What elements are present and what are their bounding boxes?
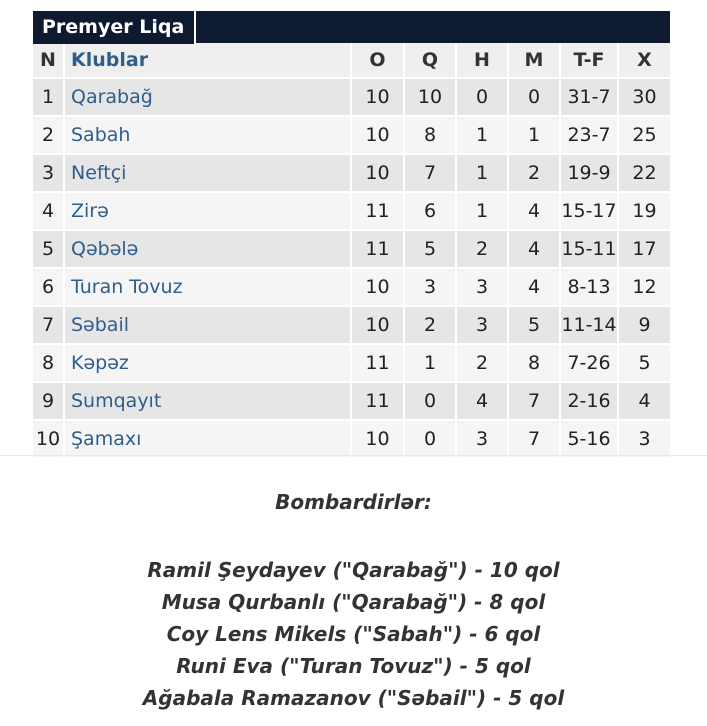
cell-draws: 1 <box>455 117 507 155</box>
cell-rank: 7 <box>33 307 65 345</box>
cell-goals: 23-7 <box>559 117 617 155</box>
scorer-entry: Musa Qurbanlı ("Qarabağ") - 8 qol <box>161 590 546 614</box>
cell-points: 5 <box>617 345 670 383</box>
table-row <box>33 193 670 231</box>
cell-played: 11 <box>350 193 403 231</box>
cell-rank: 1 <box>33 79 65 117</box>
cell-losses: 0 <box>507 79 559 117</box>
cell-draws: 2 <box>455 231 507 269</box>
club-link[interactable]: Turan Tovuz <box>65 269 350 307</box>
col-header-h: H <box>455 43 507 79</box>
scorers-list <box>0 554 707 714</box>
table-row <box>33 421 670 459</box>
cell-draws: 2 <box>455 345 507 383</box>
cell-points: 3 <box>617 421 670 459</box>
cell-losses: 4 <box>507 193 559 231</box>
league-table-widget <box>33 11 670 459</box>
cell-rank: 10 <box>33 421 65 459</box>
col-header-clubs[interactable]: Klublar <box>65 43 350 79</box>
cell-rank: 9 <box>33 383 65 421</box>
cell-wins: 2 <box>403 307 455 345</box>
cell-points: 19 <box>617 193 670 231</box>
cell-points: 22 <box>617 155 670 193</box>
cell-losses: 1 <box>507 117 559 155</box>
club-link[interactable]: Neftçi <box>65 155 350 193</box>
cell-played: 10 <box>350 269 403 307</box>
cell-losses: 7 <box>507 421 559 459</box>
cell-wins: 0 <box>403 383 455 421</box>
col-header-m: M <box>507 43 559 79</box>
cell-rank: 5 <box>33 231 65 269</box>
col-header-x: X <box>617 43 670 79</box>
cell-points: 17 <box>617 231 670 269</box>
cell-goals: 15-17 <box>559 193 617 231</box>
table-row <box>33 269 670 307</box>
cell-wins: 8 <box>403 117 455 155</box>
table-row <box>33 383 670 421</box>
scorer-entry: Coy Lens Mikels ("Sabah") - 6 qol <box>166 622 541 646</box>
col-header-tf: T-F <box>559 43 617 79</box>
cell-draws: 1 <box>455 193 507 231</box>
cell-losses: 8 <box>507 345 559 383</box>
table-header-row <box>33 43 670 79</box>
club-link[interactable]: Səbail <box>65 307 350 345</box>
cell-goals: 19-9 <box>559 155 617 193</box>
cell-rank: 8 <box>33 345 65 383</box>
cell-played: 11 <box>350 383 403 421</box>
cell-draws: 3 <box>455 269 507 307</box>
club-link[interactable]: Qarabağ <box>65 79 350 117</box>
scorer-entry: Ağabala Ramazanov ("Səbail") - 5 qol <box>142 686 565 710</box>
table-row <box>33 117 670 155</box>
cell-played: 11 <box>350 345 403 383</box>
col-header-o: O <box>350 43 403 79</box>
col-header-n: N <box>33 43 65 79</box>
cell-played: 10 <box>350 79 403 117</box>
table-row <box>33 345 670 383</box>
cell-losses: 5 <box>507 307 559 345</box>
cell-rank: 2 <box>33 117 65 155</box>
cell-points: 25 <box>617 117 670 155</box>
cell-goals: 31-7 <box>559 79 617 117</box>
cell-wins: 0 <box>403 421 455 459</box>
cell-points: 12 <box>617 269 670 307</box>
cell-played: 11 <box>350 231 403 269</box>
cell-goals: 2-16 <box>559 383 617 421</box>
cell-played: 10 <box>350 155 403 193</box>
cell-goals: 8-13 <box>559 269 617 307</box>
scorers-heading: Bombardirlər: <box>275 490 432 514</box>
cell-losses: 4 <box>507 231 559 269</box>
title-bar <box>33 11 670 43</box>
cell-played: 10 <box>350 421 403 459</box>
club-link[interactable]: Qəbələ <box>65 231 350 269</box>
col-header-q: Q <box>403 43 455 79</box>
cell-losses: 2 <box>507 155 559 193</box>
cell-goals: 7-26 <box>559 345 617 383</box>
cell-losses: 7 <box>507 383 559 421</box>
top-scorers <box>0 490 707 714</box>
cell-draws: 3 <box>455 421 507 459</box>
table-row <box>33 231 670 269</box>
club-link[interactable]: Sabah <box>65 117 350 155</box>
cell-played: 10 <box>350 307 403 345</box>
cell-draws: 1 <box>455 155 507 193</box>
standings-body <box>33 79 670 459</box>
cell-goals: 15-11 <box>559 231 617 269</box>
cell-draws: 4 <box>455 383 507 421</box>
table-row <box>33 307 670 345</box>
cell-losses: 4 <box>507 269 559 307</box>
cell-wins: 7 <box>403 155 455 193</box>
cell-goals: 5-16 <box>559 421 617 459</box>
divider <box>0 455 707 456</box>
cell-rank: 4 <box>33 193 65 231</box>
standings-table <box>33 43 670 459</box>
club-link[interactable]: Sumqayıt <box>65 383 350 421</box>
cell-points: 30 <box>617 79 670 117</box>
scorer-entry: Ramil Şeydayev ("Qarabağ") - 10 qol <box>147 558 560 582</box>
cell-goals: 11-14 <box>559 307 617 345</box>
scorer-entry: Runi Eva ("Turan Tovuz") - 5 qol <box>176 654 531 678</box>
cell-draws: 0 <box>455 79 507 117</box>
cell-wins: 3 <box>403 269 455 307</box>
club-link[interactable]: Kəpəz <box>65 345 350 383</box>
club-link[interactable]: Zirə <box>65 193 350 231</box>
cell-points: 9 <box>617 307 670 345</box>
cell-wins: 10 <box>403 79 455 117</box>
cell-points: 4 <box>617 383 670 421</box>
club-link[interactable]: Şamaxı <box>65 421 350 459</box>
cell-played: 10 <box>350 117 403 155</box>
cell-wins: 6 <box>403 193 455 231</box>
cell-wins: 5 <box>403 231 455 269</box>
cell-rank: 6 <box>33 269 65 307</box>
league-title-tab[interactable]: Premyer Liqa <box>33 11 196 44</box>
cell-wins: 1 <box>403 345 455 383</box>
cell-rank: 3 <box>33 155 65 193</box>
cell-draws: 3 <box>455 307 507 345</box>
table-row <box>33 155 670 193</box>
table-row <box>33 79 670 117</box>
